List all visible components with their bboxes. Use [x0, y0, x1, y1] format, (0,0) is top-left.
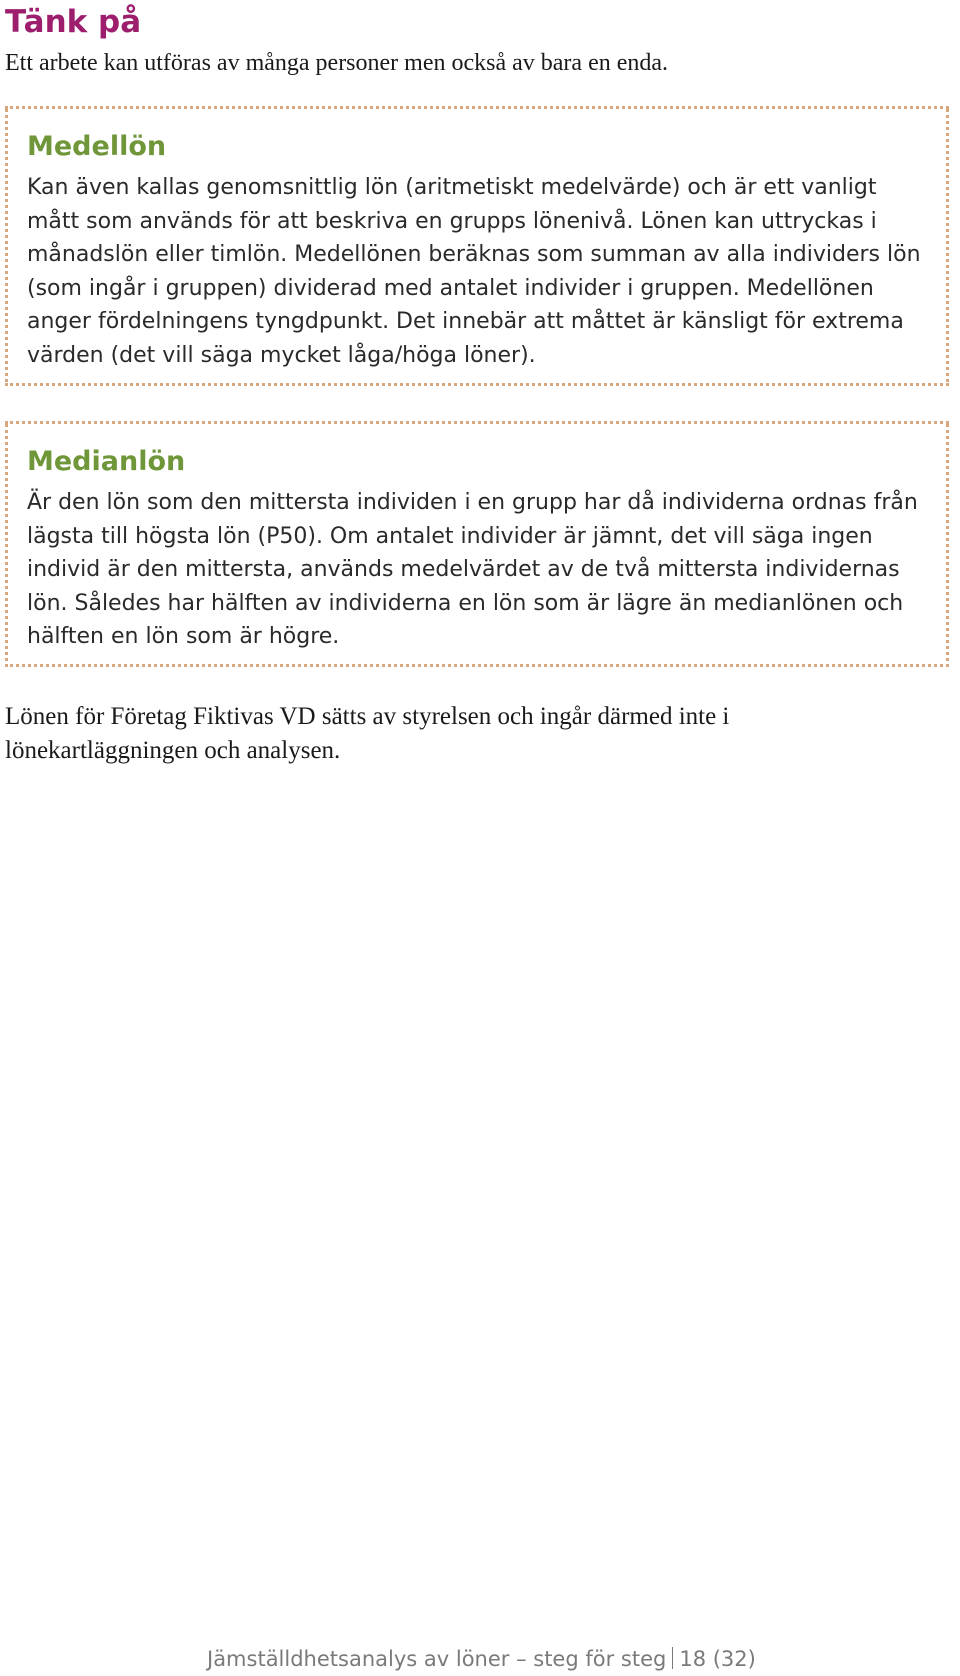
box-text-medellon: Kan även kallas genomsnittlig lön (aritmetiskt medelvärde) och är ett vanligt mått som används för att beskriva en grupps lönenivå. Lönen kan uttryckas i månadslön eller timlön. Medellönen beräknas som summan av alla individers lön (som ingår i gruppen) dividerad med antalet individer i gruppen. Medellönen anger fördelningens tyngdpunkt. Det innebär att måttet är känsligt för extrema värden (det vill säga mycket låga/höga löner).: [27, 175, 921, 368]
footer-separator: [672, 1647, 673, 1669]
footer-page-number: 18 (32): [679, 1647, 756, 1671]
info-box-medianlon: [5, 421, 949, 667]
page-title: Tänk på: [5, 4, 142, 40]
info-box-medellon: [5, 106, 949, 386]
page-footer: [207, 1644, 756, 1674]
box-heading-medianlon: Medianlön: [27, 446, 186, 477]
box-text-medianlon: Är den lön som den mittersta individen i en grupp har då individerna ordnas från lägsta till högsta lön (P50). Om antalet individer är jämnt, det vill säga ingen individ är den mittersta, används medelvärdet av de två mittersta individernas lön. Således har hälften av individerna en lön som är lägre än medianlönen och hälften en lön som är högre.: [27, 490, 918, 649]
closing-text: Lönen för Företag Fiktivas VD sätts av styrelsen och ingår därmed inte i lönekartläggningen och analysen.: [5, 703, 730, 764]
intro-text: Ett arbete kan utföras av många personer men också av bara en enda.: [5, 50, 669, 76]
box-heading-medellon: Medellön: [27, 131, 167, 162]
footer-document-title: Jämställdhetsanalys av löner – steg för steg: [207, 1647, 667, 1671]
